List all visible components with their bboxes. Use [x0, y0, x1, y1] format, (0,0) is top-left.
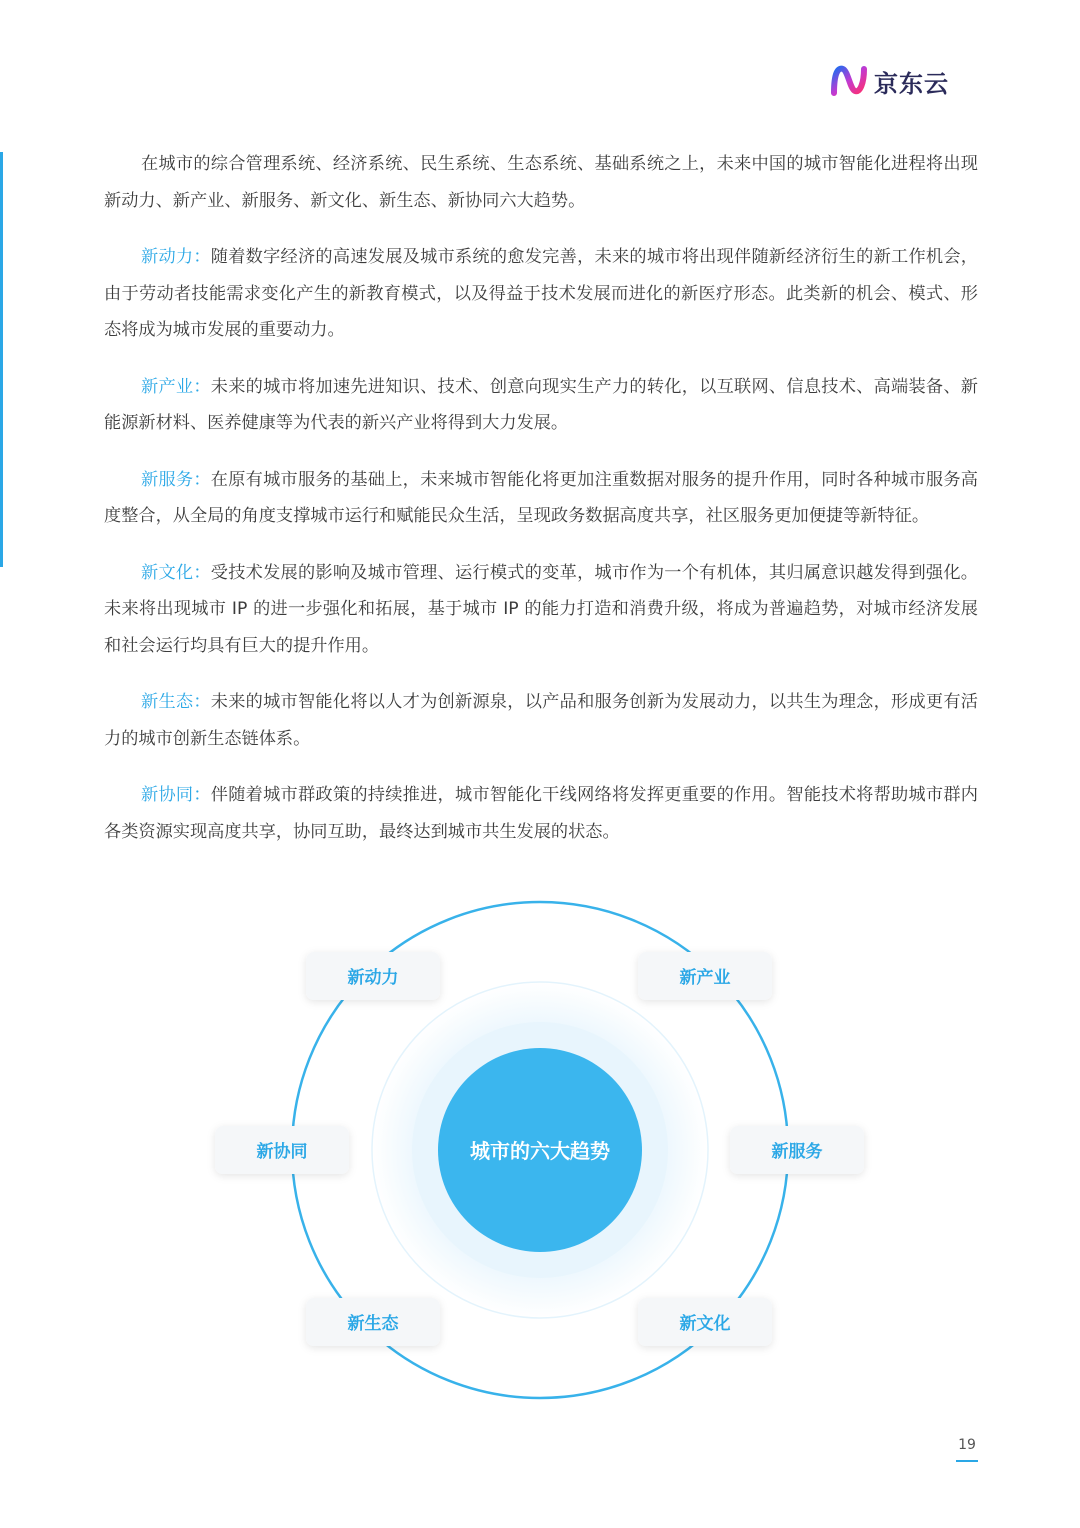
trend-term: 新文化： — [141, 562, 211, 583]
trend-paragraph — [104, 555, 978, 665]
node-xinxietong — [215, 1126, 349, 1174]
node-label: 新动力 — [347, 968, 399, 988]
trend-term: 新生态： — [141, 692, 211, 712]
article-body — [104, 146, 978, 870]
node-label: 新协同 — [256, 1142, 308, 1162]
jdcloud-logo-icon — [830, 63, 870, 99]
side-accent-bar — [0, 152, 3, 567]
node-label: 新产业 — [679, 968, 731, 988]
page-number-underline — [956, 1460, 978, 1462]
node-xindongli — [306, 952, 440, 1000]
trend-text: 在原有城市服务的基础上，未来城市智能化将更加注重数据对服务的提升作用，同时各种城市服务高度整合，从全局的角度支撑城市运行和赋能民众生活，呈现政务数据高度共享，社区服务更加便捷等新特征。 — [104, 469, 978, 526]
node-xinchanye — [638, 952, 772, 1000]
node-label: 新文化 — [679, 1314, 731, 1334]
trend-text: 随着数字经济的高速发展及城市系统的愈发完善，未来的城市将出现伴随新经济衍生的新工作机会，由于劳动者技能需求变化产生的新教育模式，以及得益于技术发展而进化的新医疗形态。此类新的机会、模式、形态将成为城市发展的重要动力。 — [104, 247, 978, 340]
trend-term: 新协同： — [141, 785, 211, 805]
trend-text: 伴随着城市群政策的持续推进，城市智能化干线网络将发挥更重要的作用。智能技术将帮助城市群内各类资源实现高度共享，协同互助，最终达到城市共生发展的状态。 — [104, 785, 978, 842]
node-label: 新服务 — [771, 1142, 823, 1162]
trend-term: 新产业： — [141, 376, 211, 397]
trend-paragraph — [104, 777, 978, 850]
trend-paragraph — [104, 369, 978, 442]
trend-term: 新动力： — [141, 247, 211, 267]
trend-paragraph — [104, 239, 978, 349]
six-trends-diagram — [0, 880, 1080, 1420]
trend-paragraph — [104, 462, 978, 535]
page-number: 19 — [958, 1437, 976, 1453]
trend-text: 受技术发展的影响及城市管理、运行模式的变革，城市作为一个有机体，其归属意识越发得到强化。未来将出现城市 IP 的进一步强化和拓展，基于城市 IP 的能力打造和消费升级，将成为普遍趋势，对城市经济发展和社会运行均具有巨大的提升作用。 — [104, 562, 978, 656]
node-xinfuwu — [730, 1126, 864, 1174]
intro-paragraph: 在城市的综合管理系统、经济系统、民生系统、生态系统、基础系统之上，未来中国的城市智能化进程将出现新动力、新产业、新服务、新文化、新生态、新协同六大趋势。 — [104, 154, 978, 211]
node-label: 新生态 — [347, 1314, 399, 1334]
center-label: 城市的六大趋势 — [470, 1139, 610, 1163]
trend-text: 未来的城市智能化将以人才为创新源泉，以产品和服务创新为发展动力，以共生为理念，形成更有活力的城市创新生态链体系。 — [104, 692, 978, 749]
trend-term: 新服务： — [141, 469, 211, 490]
node-xinwenhua — [638, 1298, 772, 1346]
brand-name: 京东云 — [874, 69, 949, 98]
brand-logo — [830, 60, 949, 102]
node-xinshengtai — [306, 1298, 440, 1346]
trend-text: 未来的城市将加速先进知识、技术、创意向现实生产力的转化，以互联网、信息技术、高端装备、新能源新材料、医养健康等为代表的新兴产业将得到大力发展。 — [104, 376, 978, 433]
trend-paragraph — [104, 684, 978, 757]
